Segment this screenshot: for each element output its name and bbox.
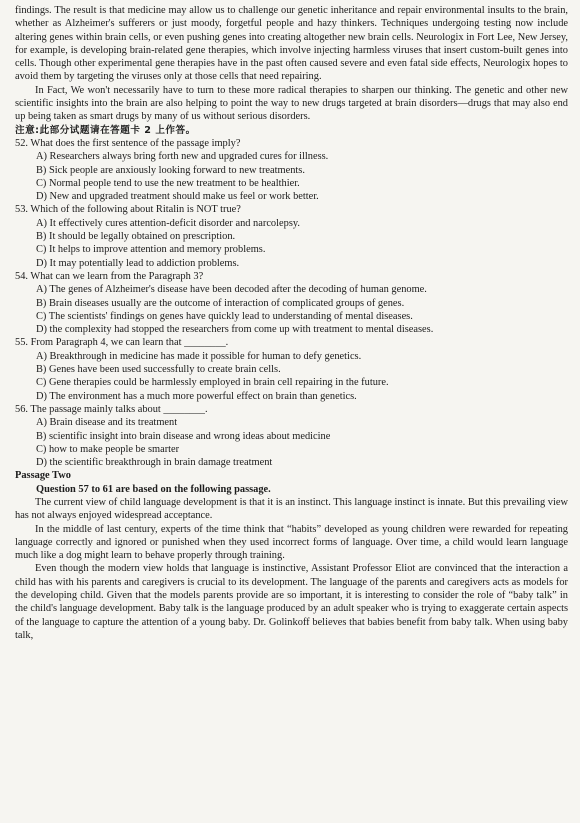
question-52 bbox=[15, 137, 568, 203]
option-a: A) Researchers always bring forth new and upgraded cures for illness. bbox=[36, 151, 329, 163]
option-a: A) Brain disease and its treatment bbox=[36, 417, 178, 429]
question-stem: 52. What does the first sentence of the passage imply? bbox=[15, 137, 241, 149]
question-stem: 54. What can we learn from the Paragraph 3? bbox=[15, 270, 204, 282]
option-d: D) New and upgraded treatment should make us feel or work better. bbox=[36, 191, 319, 203]
passage-two bbox=[15, 469, 568, 642]
option-c: C) Normal people tend to use the new treatment to be healthier. bbox=[36, 177, 300, 189]
option-d: D) the scientific breakthrough in brain damage treatment bbox=[36, 457, 273, 469]
option-a: A) It effectively cures attention-deficit disorder and narcolepsy. bbox=[36, 217, 300, 229]
question-54 bbox=[15, 270, 568, 336]
option-b: B) Sick people are anxiously looking forward to new treatments. bbox=[36, 164, 305, 176]
option-c: C) It helps to improve attention and memory problems. bbox=[36, 244, 266, 256]
passage-paragraph: findings. The result is that medicine may allow us to challenge our genetic inheritance and repair environmental insults to the brain, whether as Alzheimer's sufferers or just moody, forgetful people and hazy thinkers. Techniques undergoing testing now include altering genes within brain cells, or even pushing genes into creating altogether new brain cells. Neurologix in Fort Lee, New Jersey, for example, is developing brain-related gene therapies, which involve injecting harmless viruses that insert custom-built genes into cells. Though other experimental gene therapies have in the past often caused severe and even fatal side effects, Neurologix hopes to avoid them by targeting the viruses only at those cells that need repairing. bbox=[15, 5, 568, 83]
option-b: B) It should be legally obtained on prescription. bbox=[36, 231, 236, 243]
passage-one-tail bbox=[15, 4, 568, 124]
option-b: B) scientific insight into brain disease and wrong ideas about medicine bbox=[36, 430, 331, 442]
question-list bbox=[15, 137, 568, 469]
question-range-intro: Question 57 to 61 are based on the following passage. bbox=[36, 483, 271, 495]
option-b: B) Brain diseases usually are the outcome of interaction of complicated groups of genes. bbox=[36, 297, 405, 309]
passage-paragraph: In the middle of last century, experts of the time think that “habits” developed as young children were rewarded for repeating language correctly and ignored or punished when they used incorrect forms of language. Over time, a child would learn language much like a dog might learn to behave properly through training. bbox=[15, 523, 568, 562]
passage-paragraph: The current view of child language development is that it is an instinct. This language instinct is innate. But this prevailing view has not always enjoyed widespread acceptance. bbox=[15, 496, 568, 522]
option-a: A) Breakthrough in medicine has made it possible for human to defy genetics. bbox=[36, 350, 362, 362]
passage-title: Passage Two bbox=[15, 470, 71, 482]
question-stem: 55. From Paragraph 4, we can learn that ________. bbox=[15, 337, 229, 349]
question-stem: 53. Which of the following about Ritalin is NOT true? bbox=[15, 204, 241, 216]
question-56 bbox=[15, 403, 568, 469]
question-stem: 56. The passage mainly talks about ________. bbox=[15, 403, 208, 415]
option-b: B) Genes have been used successfully to create brain cells. bbox=[36, 364, 281, 376]
option-c: C) The scientists' findings on genes have quickly lead to understanding of mental diseases. bbox=[36, 310, 413, 322]
option-c: C) how to make people be smarter bbox=[36, 443, 180, 455]
option-d: D) It may potentially lead to addiction problems. bbox=[36, 257, 240, 269]
answer-sheet-note: 注意:此部分试题请在答题卡 2 上作答。 bbox=[15, 124, 196, 136]
option-a: A) The genes of Alzheimer's disease have been decoded after the decoding of human genome. bbox=[36, 284, 427, 296]
option-d: D) The environment has a much more powerful effect on brain than genetics. bbox=[36, 390, 357, 402]
passage-paragraph: Even though the modern view holds that language is instinctive, Assistant Professor Eliot are convinced that the interaction a child has with his parents and caregivers is crucial to its development. The language of the parents and caregivers acts as models for the developing child. Given that the models parents provide are so important, it is interesting to consider the role of “baby talk” in the child's language development. Baby talk is the language produced by an adult speaker who is trying to exaggerate certain aspects of the language to capture the attention of a young baby. Dr. Golinkoff believes that babies benefit from baby talk. When using baby talk, bbox=[15, 563, 568, 641]
question-55 bbox=[15, 336, 568, 402]
question-53 bbox=[15, 203, 568, 269]
option-d: D) the complexity had stopped the researchers from come up with treatment to mental diseases. bbox=[36, 324, 434, 336]
option-c: C) Gene therapies could be harmlessly employed in brain cell repairing in the future. bbox=[36, 377, 389, 389]
passage-paragraph: In Fact, We won't necessarily have to turn to these more radical therapies to sharpen our thinking. The genetic and other new scientific insights into the brain are also helping to point the way to new drugs targeted at brain disorders—drugs that may also end up being taken as smart drugs by many of us without serious disorders. bbox=[15, 84, 568, 123]
